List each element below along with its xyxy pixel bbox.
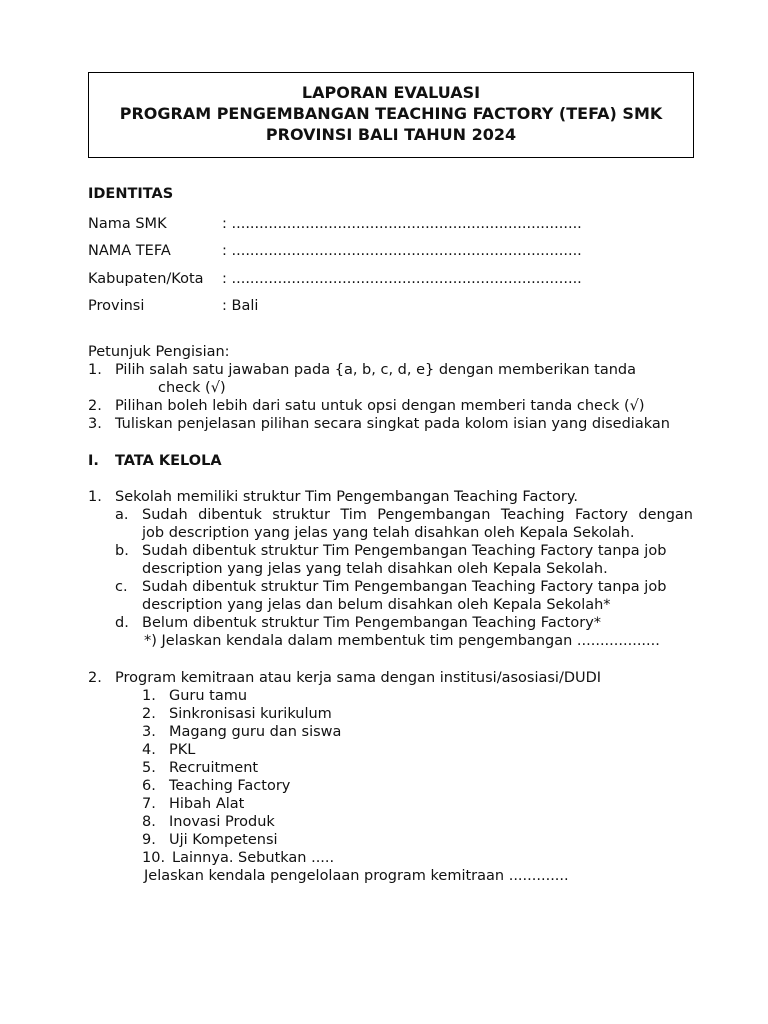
item-number: 4. [142, 742, 156, 758]
item-number: 6. [142, 778, 156, 794]
field-value: : ............................................................................ [222, 243, 582, 259]
petunjuk-num: 1. [88, 362, 102, 378]
item-label: Hibah Alat [169, 796, 245, 812]
field-label: Nama SMK [88, 216, 167, 232]
option-text: description yang jelas dan belum disahkan oleh Kepala Sekolah* [142, 597, 611, 613]
petunjuk-num: 3. [88, 416, 102, 432]
section-number: I. [88, 453, 99, 469]
item-number: 1. [142, 688, 156, 704]
item-label: PKL [169, 742, 196, 758]
title-box [88, 72, 694, 158]
option-text: Sudah dibentuk struktur Tim Pengembangan Teaching Factory tanpa job [142, 579, 667, 595]
field-provinsi [88, 297, 258, 315]
option-text: Sudah dibentuk struktur Tim Pengembangan Teaching Factory tanpa job [142, 543, 667, 559]
field-value: : ............................................................................ [222, 271, 582, 287]
q2-note: Jelaskan kendala pengelolaan program kemitraan ............. [144, 868, 569, 884]
option-letter: d. [115, 615, 129, 631]
field-value: : ............................................................................ [222, 216, 582, 232]
item-number: 3. [142, 724, 156, 740]
petunjuk-num: 2. [88, 398, 102, 414]
field-nama-tefa [88, 242, 582, 260]
field-label: Kabupaten/Kota [88, 271, 204, 287]
item-number: 2. [142, 706, 156, 722]
option-text: Belum dibentuk struktur Tim Pengembangan Teaching Factory* [142, 615, 602, 631]
option-letter: c. [115, 579, 128, 595]
option-note: *) Jelaskan kendala dalam membentuk tim pengembangan .................. [144, 633, 660, 649]
item-number: 10. [142, 850, 166, 866]
field-label: Provinsi [88, 298, 145, 314]
item-label: Sinkronisasi kurikulum [169, 706, 332, 722]
item-label: Inovasi Produk [169, 814, 275, 830]
petunjuk-text: Pilih salah satu jawaban pada {a, b, c, d, e} dengan memberikan tanda [115, 362, 637, 378]
option-text: description yang jelas yang telah disahkan oleh Kepala Sekolah. [142, 561, 608, 577]
item-number: 7. [142, 796, 156, 812]
title-line-3: PROVINSI BALI TAHUN 2024 [265, 125, 517, 144]
title-line-2: PROGRAM PENGEMBANGAN TEACHING FACTORY (TEFA) SMK [119, 104, 663, 123]
field-value: : Bali [222, 298, 259, 314]
item-label: Teaching Factory [169, 778, 291, 794]
identitas-heading: IDENTITAS [88, 186, 174, 202]
item-number: 8. [142, 814, 156, 830]
question-number: 1. [88, 489, 102, 505]
title-line-1: LAPORAN EVALUASI [301, 83, 481, 102]
field-nama-smk [88, 215, 582, 233]
question-text: Sekolah memiliki struktur Tim Pengembangan Teaching Factory. [115, 489, 578, 505]
option-letter: b. [115, 543, 129, 559]
item-label: Recruitment [169, 760, 259, 776]
item-label: Guru tamu [169, 688, 248, 704]
item-number: 9. [142, 832, 156, 848]
petunjuk-text: check (√) [158, 380, 226, 396]
petunjuk-text: Tuliskan penjelasan pilihan secara singkat pada kolom isian yang disediakan [115, 416, 670, 432]
item-number: 5. [142, 760, 156, 776]
section-heading: TATA KELOLA [115, 453, 222, 469]
item-label: Magang guru dan siswa [169, 724, 342, 740]
question-text: Program kemitraan atau kerja sama dengan institusi/asosiasi/DUDI [115, 670, 602, 686]
option-text: Sudah dibentuk struktur Tim Pengembangan Teaching Factory dengan [142, 507, 693, 523]
item-label: Lainnya. Sebutkan ..... [172, 850, 335, 866]
option-text: job description yang jelas yang telah disahkan oleh Kepala Sekolah. [142, 525, 635, 541]
petunjuk-heading: Petunjuk Pengisian: [88, 344, 230, 360]
field-label: NAMA TEFA [88, 243, 171, 259]
item-label: Uji Kompetensi [169, 832, 278, 848]
question-number: 2. [88, 670, 102, 686]
field-kabupaten [88, 270, 582, 288]
option-letter: a. [115, 507, 129, 523]
petunjuk-text: Pilihan boleh lebih dari satu untuk opsi dengan memberi tanda check (√) [115, 398, 645, 414]
